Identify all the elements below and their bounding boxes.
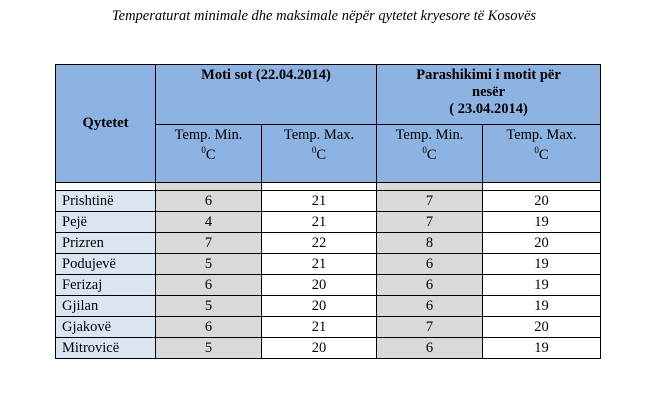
- today-max-header-label: Temp. Max.: [283, 127, 355, 143]
- unit-label: C: [205, 147, 216, 163]
- forecast-max-header-label: Temp. Max.: [506, 127, 577, 143]
- table-row: [56, 254, 601, 275]
- forecast-max-cell: 20: [483, 317, 601, 338]
- city-cell: Ferizaj: [56, 275, 156, 296]
- forecast-min-cell: 6: [377, 275, 483, 296]
- today-min-cell: 6: [156, 275, 262, 296]
- unit-label: C: [538, 147, 549, 163]
- forecast-min-cell: 8: [377, 233, 483, 254]
- today-max-cell: 21: [262, 317, 377, 338]
- city-cell: Podujevë: [56, 254, 156, 275]
- temperature-table: [55, 64, 601, 359]
- forecast-header-line1: Parashikimi i motit për: [416, 67, 561, 83]
- city-cell: Pejë: [56, 212, 156, 233]
- today-min-header-label: Temp. Min.: [174, 127, 243, 143]
- city-cell: Gjilan: [56, 296, 156, 317]
- table-row: [56, 338, 601, 359]
- degree-superscript: 0: [311, 145, 317, 156]
- table-row: [56, 212, 601, 233]
- today-max-cell: 20: [262, 296, 377, 317]
- forecast-min-cell: 7: [377, 212, 483, 233]
- unit-label: C: [426, 147, 437, 163]
- city-cell: Gjakovë: [56, 317, 156, 338]
- today-min-cell: 6: [156, 191, 262, 212]
- today-min-cell: 5: [156, 296, 262, 317]
- forecast-min-cell: 6: [377, 296, 483, 317]
- city-cell: Prishtinë: [56, 191, 156, 212]
- forecast-max-header: [483, 125, 601, 183]
- forecast-max-cell: 20: [483, 233, 601, 254]
- forecast-max-cell: 20: [483, 191, 601, 212]
- city-column-header: [56, 65, 156, 183]
- today-min-cell: 5: [156, 338, 262, 359]
- forecast-max-cell: 19: [483, 212, 601, 233]
- table-row: [56, 296, 601, 317]
- degree-superscript: 0: [422, 145, 427, 156]
- table-row: [56, 191, 601, 212]
- table-row: [56, 275, 601, 296]
- forecast-max-cell: 19: [483, 338, 601, 359]
- today-max-cell: 21: [262, 191, 377, 212]
- forecast-header-line2: nesër: [472, 84, 506, 100]
- forecast-max-cell: 19: [483, 296, 601, 317]
- forecast-min-cell: 7: [377, 191, 483, 212]
- today-min-cell: 7: [156, 233, 262, 254]
- forecast-max-cell: 19: [483, 254, 601, 275]
- today-max-cell: 21: [262, 254, 377, 275]
- unit-label: C: [316, 147, 327, 163]
- forecast-header: [377, 65, 601, 125]
- city-cell: Mitrovicë: [56, 338, 156, 359]
- degree-superscript: 0: [201, 145, 206, 156]
- today-max-cell: 21: [262, 212, 377, 233]
- today-max-cell: 20: [262, 338, 377, 359]
- forecast-min-cell: 7: [377, 317, 483, 338]
- today-max-header: [262, 125, 377, 183]
- forecast-min-header: [377, 125, 483, 183]
- table-caption: Temperaturat minimale dhe maksimale nëpër qytetet kryesore të Kosovës: [111, 8, 537, 24]
- table-row: [56, 233, 601, 254]
- today-min-cell: 4: [156, 212, 262, 233]
- today-max-cell: 22: [262, 233, 377, 254]
- forecast-min-cell: 6: [377, 254, 483, 275]
- table-row: [56, 317, 601, 338]
- today-max-cell: 20: [262, 275, 377, 296]
- forecast-max-cell: 19: [483, 275, 601, 296]
- city-column-header-label: Qytetet: [82, 115, 129, 131]
- today-header: [156, 65, 377, 125]
- spacer-row: [56, 183, 601, 191]
- forecast-header-line3: ( 23.04.2014): [449, 101, 528, 117]
- city-cell: Prizren: [56, 233, 156, 254]
- today-min-header: [156, 125, 262, 183]
- today-min-cell: 5: [156, 254, 262, 275]
- degree-superscript: 0: [534, 145, 539, 156]
- today-header-label: Moti sot (22.04.2014): [201, 67, 331, 83]
- today-min-cell: 6: [156, 317, 262, 338]
- forecast-min-cell: 6: [377, 338, 483, 359]
- forecast-min-header-label: Temp. Min.: [395, 127, 464, 143]
